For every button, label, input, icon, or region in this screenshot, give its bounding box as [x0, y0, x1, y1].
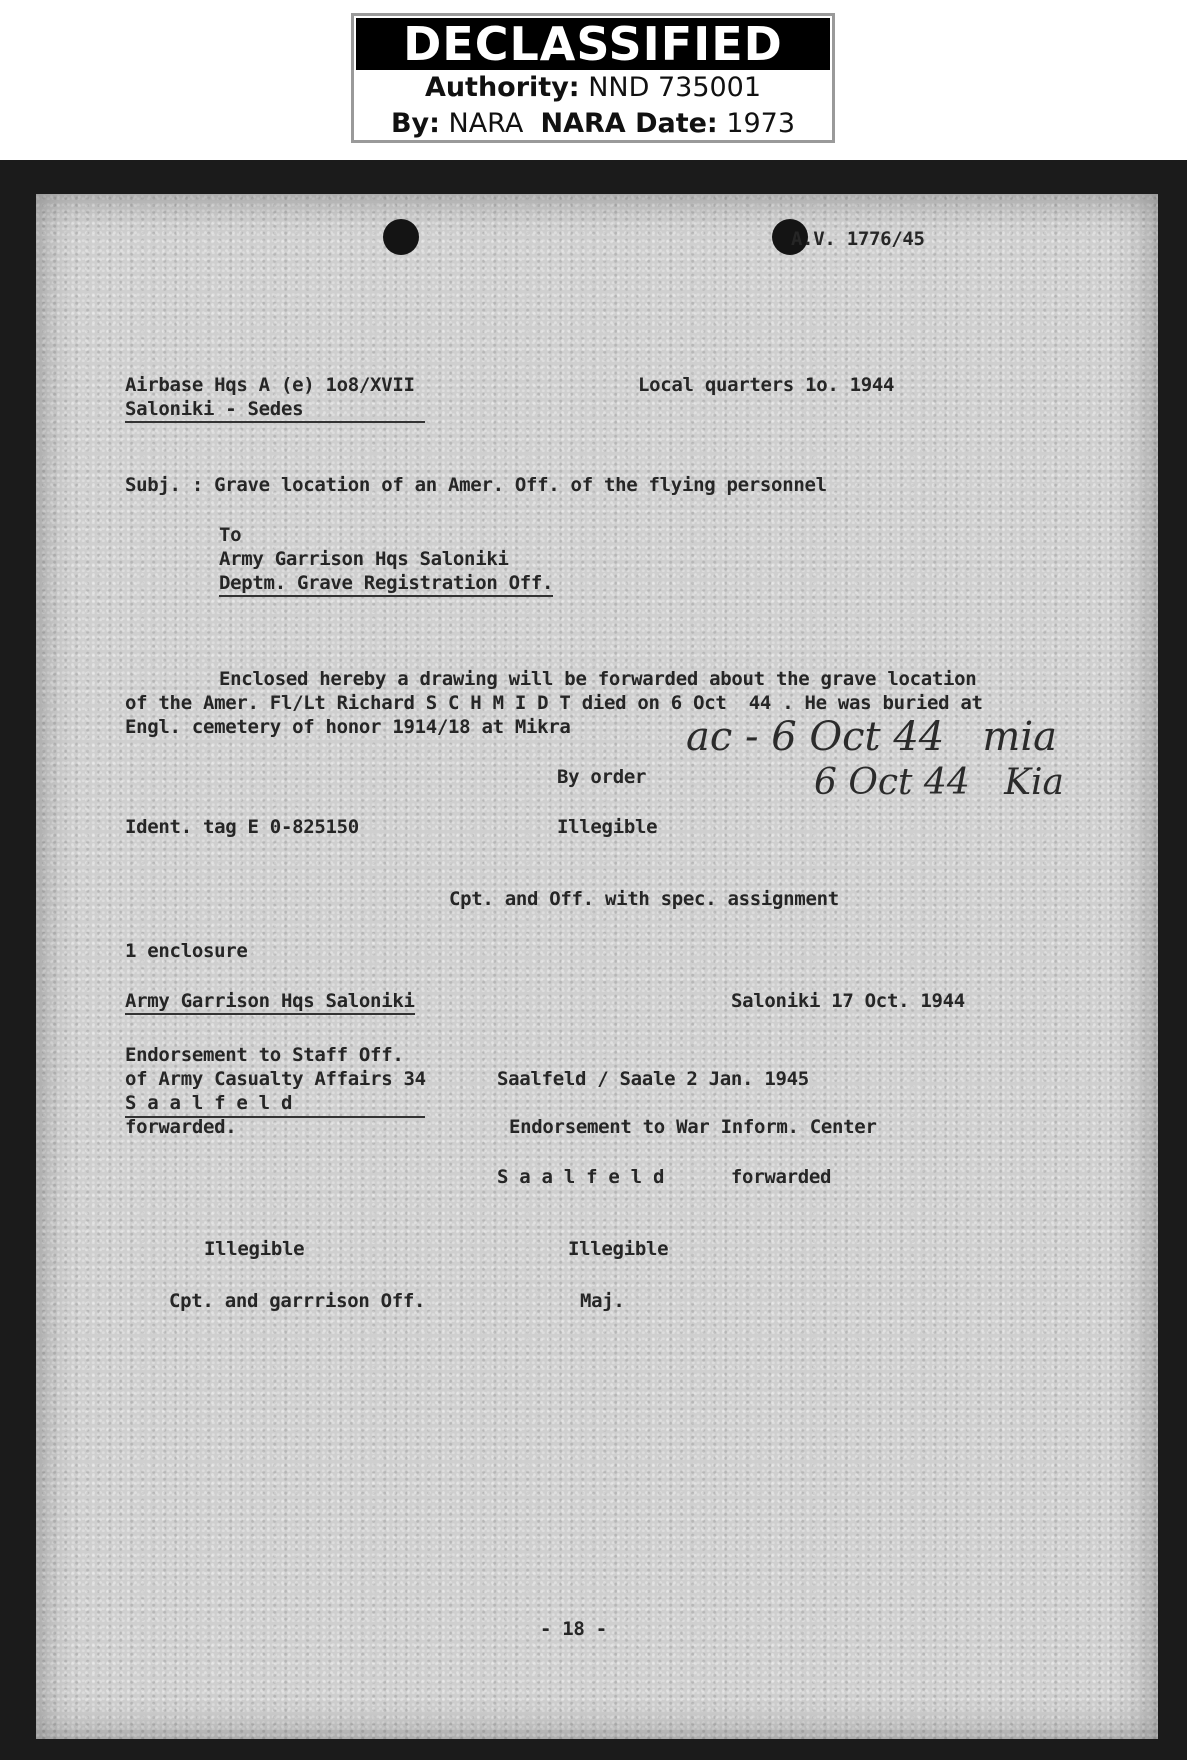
endorsement-text-1: Endorsement to Staff Off.	[125, 1044, 404, 1066]
endorser-1: Army Garrison Hqs Saloniki	[125, 990, 415, 1015]
endorsement-date-1: Saloniki 17 Oct. 1944	[731, 990, 965, 1012]
signature-title-1: Cpt. and Off. with spec. assignment	[449, 888, 839, 910]
page-number: - 18 -	[540, 1618, 607, 1640]
body-line-3: Engl. cemetery of honor 1914/18 at Mikra	[125, 716, 571, 738]
stamp-by-value: NARA	[448, 108, 524, 139]
subject-line: Subj. : Grave location of an Amer. Off. of the flying personnel	[125, 474, 827, 496]
endorsement-date-2: Saalfeld / Saale 2 Jan. 1945	[497, 1068, 809, 1090]
ident-tag: Ident. tag E 0-825150	[125, 816, 359, 838]
endorsement-text-4: forwarded.	[125, 1116, 237, 1138]
endorsement-text-3: S a a l f e l d	[125, 1092, 293, 1114]
enclosure-count: 1 enclosure	[125, 940, 248, 962]
body-line-1: Enclosed hereby a drawing will be forwarded about the grave location	[219, 668, 977, 690]
recipient-line-1: Army Garrison Hqs Saloniki	[219, 548, 509, 570]
stamp-authority-label: Authority:	[424, 72, 580, 103]
sender-line-2: Saloniki - Sedes	[125, 398, 425, 423]
to-label: To	[219, 524, 242, 546]
illegible-signature-3: Illegible	[568, 1238, 669, 1260]
stamp-authority	[354, 70, 832, 106]
stamp-by-label: By:	[390, 108, 440, 139]
signature-title-2: Cpt. and garrrison Off.	[169, 1290, 426, 1312]
declassification-stamp	[351, 13, 835, 143]
by-order: By order	[557, 766, 647, 788]
stamp-date-label: NARA Date:	[540, 108, 718, 139]
scanned-page	[0, 160, 1187, 1760]
recipient-line-2: Deptm. Grave Registration Off.	[219, 572, 553, 597]
signature-title-3: Maj.	[580, 1290, 625, 1312]
endorsement-text-5: Endorsement to War Inform. Center	[509, 1116, 877, 1138]
stamp-title: DECLASSIFIED	[356, 18, 830, 70]
stamp-by-date	[354, 106, 832, 142]
endorsement-text-2: of Army Casualty Affairs 34	[125, 1068, 426, 1090]
sender-line-1: Airbase Hqs A (e) 1o8/XVII	[125, 374, 415, 396]
punch-hole-left	[383, 219, 419, 255]
endorsement-text-6: S a a l f e l d forwarded	[497, 1166, 832, 1188]
stamp-authority-value: NND 735001	[588, 72, 762, 103]
handwritten-note-2: 6 Oct 44 Kia	[814, 762, 1064, 803]
file-reference: A.V. 1776/45	[791, 228, 925, 250]
handwritten-note-1: ac - 6 Oct 44 mia	[686, 714, 1057, 760]
body-line-2: of the Amer. Fl/Lt Richard S C H M I D T died on 6 Oct 44 . He was buried at	[125, 692, 983, 714]
document-paper	[36, 194, 1158, 1739]
illegible-signature-2: Illegible	[204, 1238, 305, 1260]
stamp-date-value: 1973	[726, 108, 796, 139]
illegible-signature-1: Illegible	[557, 816, 658, 838]
place-date: Local quarters 1o. 1944	[638, 374, 895, 396]
